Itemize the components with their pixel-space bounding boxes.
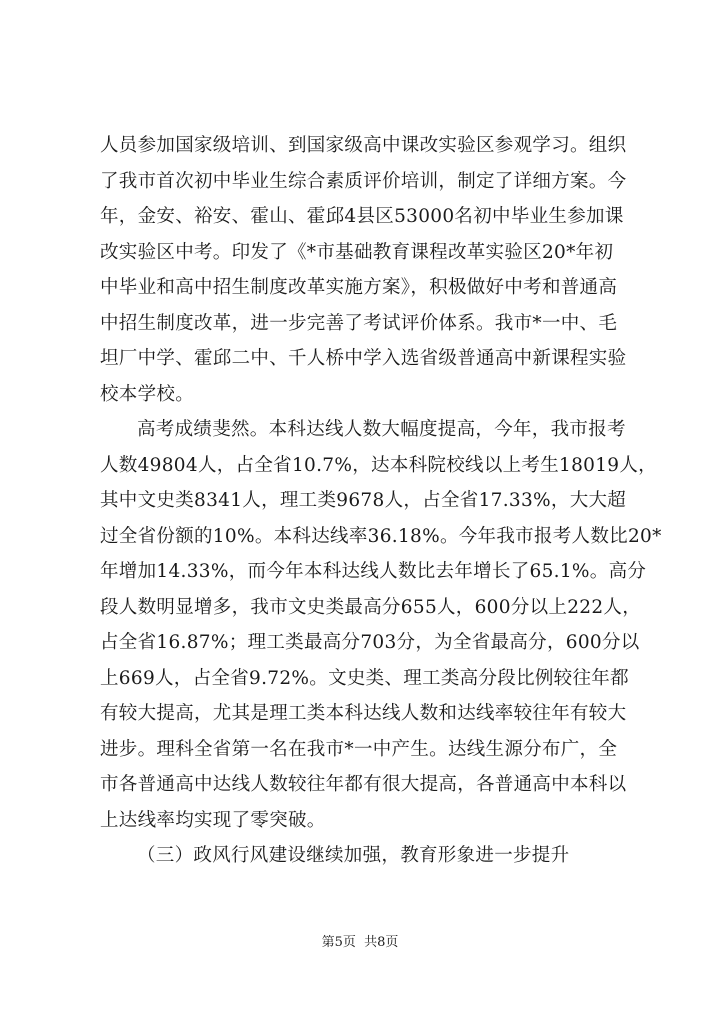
paragraph-line: 中毕业和高中招生制度改革实施方案》，积极做好中考和普通高 [100,277,618,298]
paragraph-line: 高考成绩斐然。本科达线人数大幅度提高，今年，我市报考 [137,419,626,440]
paragraph-line: 其中文史类8341人，理工类9678人，占全省17.33%，大大超 [100,490,627,511]
paragraph-line: 年增加14.33%，而今年本科达线人数比去年增长了65.1%。高分 [100,561,647,582]
paragraph-line: 坦厂中学、霍邱二中、千人桥中学入选省级普通高中新课程实验 [100,348,627,369]
paragraph-line: 人数49804人，占全省10.7%，达本科院校线以上考生18019人， [100,454,657,476]
paragraph-line: 过全省份额的10%。本科达线率36.18%。今年我市报考人数比20* [100,525,662,547]
paragraph-line: 上达线率均实现了零突破。 [100,809,326,831]
paragraph-line: 进步。理科全省第一名在我市*一中产生。达线生源分布广，全 [100,738,618,760]
paragraph-line: 年，金安、裕安、霍山、霍邱4县区53000名初中毕业生参加课 [100,206,624,227]
page-number: 第5页 [321,935,356,950]
paragraph-line: 人员参加国家级培训、到国家级高中课改实验区参观学习。组织 [100,135,627,156]
page-total: 共8页 [364,935,399,950]
paragraph-line: 有较大提高，尤其是理工类本科达线人数和达线率较往年有较大 [100,703,627,724]
paragraph-line: 校本学校。 [100,383,195,405]
body-text [100,128,662,874]
paragraph-line: 占全省16.87%；理工类最高分703分，为全省最高分，600分以 [100,632,640,653]
paragraph-line: 段人数明显增多，我市文史类最高分655人，600分以上222人， [100,596,642,618]
paragraph-2 [100,412,662,838]
paragraph-line: 中招生制度改革，进一步完善了考试评价体系。我市*一中、毛 [100,312,618,334]
section-heading: （三）政风行风建设继续加强，教育形象进一步提升 [137,845,570,866]
paragraph-1 [100,128,628,412]
paragraph-line: 了我市首次初中毕业生综合素质评价培训，制定了详细方案。今 [100,170,627,192]
paragraph-line: 改实验区中考。印发了《*市基础教育课程改革实验区20*年初 [100,241,614,263]
paragraph-line: 上669人，占全省9.72%。文史类、理工类高分段比例较往年都 [100,667,629,689]
paragraph-line: 市各普通高中达线人数较往年都有很大提高，各普通高中本科以 [100,774,627,795]
page-footer [0,934,720,952]
